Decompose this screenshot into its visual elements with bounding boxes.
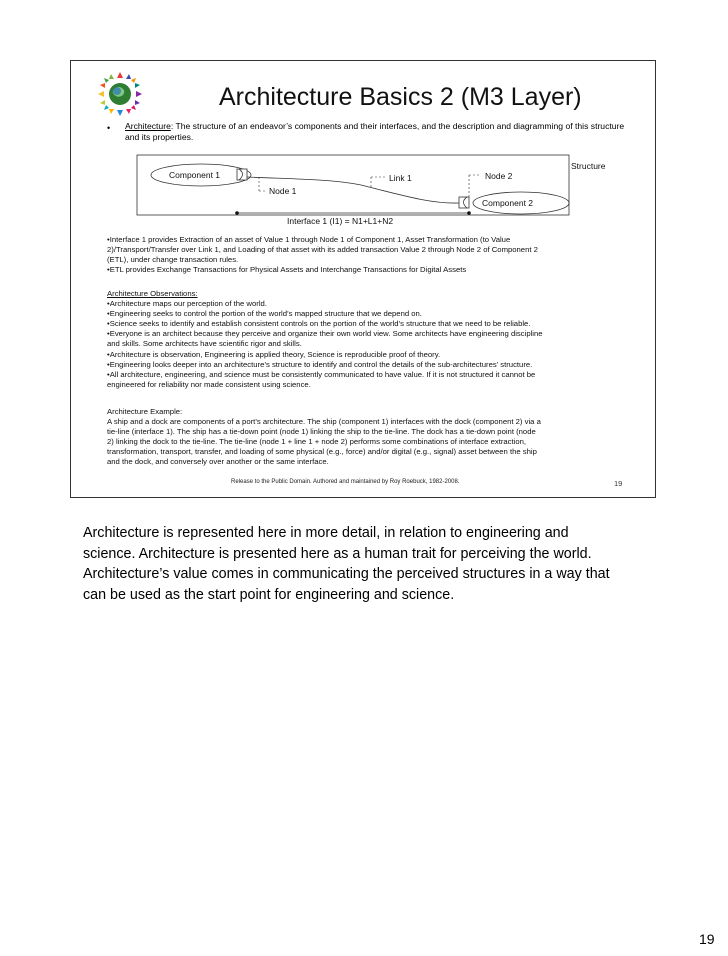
text-line: •Architecture maps our perception of the world.	[107, 299, 267, 309]
text-line: 2)/Transport/Transfer over Link 1, and Loading of that asset with its added transaction Value 2 through Node 2 of Component 2	[107, 245, 538, 255]
text-line: and skills. Some architects have scientific rigor and skills.	[107, 339, 302, 349]
slide-footer: Release to the Public Domain. Authored and maintained by Roy Roebuck, 1982-2008.	[231, 479, 460, 485]
notes-line: science. Architecture is presented here as a human trait for perceiving the world.	[83, 545, 592, 562]
notes-line: Architecture is represented here in more detail, in relation to engineering and	[83, 525, 569, 541]
notes-line: can be used as the start point for engineering and science.	[83, 586, 455, 603]
definition-term: Architecture	[125, 121, 171, 131]
observations-section	[107, 289, 637, 390]
page-number: 19	[699, 931, 715, 947]
slide-title: Architecture Basics 2 (M3 Layer)	[219, 83, 582, 111]
text-line: •Interface 1 provides Extraction of an asset of Value 1 through Node 1 of Component 1, Asset Transformation (to Value	[107, 235, 511, 244]
text-line: engineered for reliability nor made consistent using science.	[107, 379, 311, 389]
notes-line: Architecture’s value comes in communicating the perceived structures in a way that	[83, 566, 610, 582]
observations-heading: Architecture Observations:	[107, 289, 198, 298]
speaker-notes	[83, 523, 653, 605]
text-line: 2) linking the dock to the tie-line. The tie-line (node 1 + line 1 + node 2) performs some combinations of interface extraction,	[107, 437, 527, 447]
text-line: •Science seeks to identify and establish consistent controls on the portion of the world’s structure that we need to be reliable.	[107, 319, 531, 329]
text-line: A ship and a dock are components of a port’s architecture. The ship (component 1) interfaces with the dock (component 2) via a	[107, 417, 541, 427]
text-line: and the dock, and conversely over another or the same interface.	[107, 457, 329, 467]
text-line: •Engineering looks deeper into an architecture’s structure to identify and control the details of the sub-architectures’ structure.	[107, 359, 533, 369]
bullet-icon: •	[107, 123, 111, 133]
node2-label: Node 2	[485, 171, 513, 181]
text-line: tie-line (interface 1). The ship has a tie-down point (node 1) linking the ship to the tie-line. The dock has a tie-down point (node	[107, 427, 536, 437]
node1-box	[237, 169, 247, 180]
text-line: •Everyone is an architect because they perceive and organize their own world view. Some architects have engineering discipline	[107, 329, 543, 339]
text-line: •ETL provides Exchange Transactions for Physical Assets and Interchange Transactions for Digital Assets	[107, 265, 467, 275]
text-line: •All architecture, engineering, and science must be consistently communicated to have value. If it is not structured it cannot be	[107, 369, 536, 379]
structure-label: Structure	[571, 161, 606, 171]
example-section	[107, 407, 637, 468]
definition-text: : The structure of an endeavor’s components and their interfaces, and the description and diagramming of this structure and its properties.	[125, 121, 625, 142]
example-heading: Architecture Example:	[107, 407, 183, 416]
slide-number: 19	[614, 479, 623, 488]
node1-label: Node 1	[269, 186, 297, 196]
interface-bullets	[107, 235, 637, 275]
interface-label: Interface 1 (I1) = N1+L1+N2	[287, 216, 394, 226]
node2-box	[459, 197, 469, 208]
text-line: •Engineering seeks to control the portion of the world’s mapped structure that we depend on.	[107, 309, 422, 319]
text-line: transformation, transport, transfer, and loading of some physical (e.g., force) and/or digital (e.g., signal) asset between the ship	[107, 447, 537, 457]
slide	[70, 60, 656, 498]
component1-label: Component 1	[169, 170, 221, 180]
component2-label: Component 2	[482, 198, 534, 208]
text-line: •Architecture is observation, Engineering is applied theory, Science is reproducible proof of theory.	[107, 349, 441, 359]
text-line: (ETL), under change transaction rules.	[107, 255, 239, 265]
link1-label: Link 1	[389, 173, 412, 183]
